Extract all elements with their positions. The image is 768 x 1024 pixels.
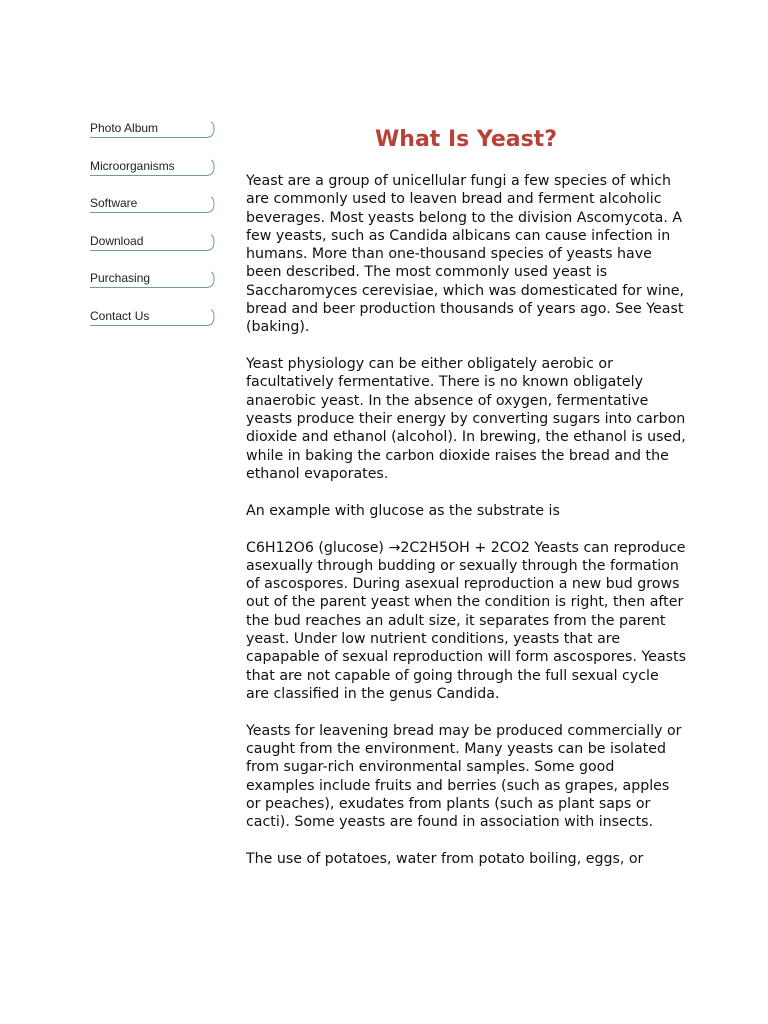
nav-link-label: Contact Us bbox=[90, 308, 150, 323]
nav-underline-curve bbox=[90, 305, 216, 327]
article-paragraph: Yeasts for leavening bread may be produced commercially or caught from the environment. Many yeasts can be isolated from sugar-rich environmental samples. Some good examples include fruits and berries (such as grapes, apples or peaches), exudates from plants (such as plant saps or cacti). Some yeasts are found in association with insects. bbox=[246, 722, 682, 831]
nav-link-label: Photo Album bbox=[90, 121, 159, 135]
nav-link-label: Microorganisms bbox=[90, 158, 175, 173]
nav-link-contact-us[interactable] bbox=[90, 305, 216, 325]
sidebar-nav bbox=[90, 117, 216, 343]
nav-underline-curve bbox=[90, 230, 216, 252]
nav-link-label: Purchasing bbox=[90, 271, 151, 286]
nav-underline-curve bbox=[90, 267, 216, 289]
nav-link-software[interactable] bbox=[90, 192, 216, 212]
nav-link-download[interactable] bbox=[90, 230, 216, 250]
nav-link-photo-album[interactable] bbox=[90, 117, 216, 137]
article-paragraph: C6H12O6 (glucose) →2C2H5OH + 2CO2 Yeasts can reproduce asexually through budding or sexually through the formation of ascospores. During asexual reproduction a new bud grows out of the parent yeast when the condition is right, then after the bud reaches an adult size, it separates from the parent yeast. Under low nutrient conditions, yeasts that are capapable of sexual reproduction will form ascospores. Yeasts that are not capable of going through the full sexual cycle are classified in the genus Candida. bbox=[246, 539, 686, 702]
article-paragraph: Yeast physiology can be either obligately aerobic or facultatively fermentative. There is no known obligately anaerobic yeast. In the absence of oxygen, fermentative yeasts produce their energy by converting sugars into carbon dioxide and ethanol (alcohol). In brewing, the ethanol is used, while in baking the carbon dioxide raises the bread and the ethanol evaporates. bbox=[246, 356, 686, 482]
article-paragraph: An example with glucose as the substrate is bbox=[246, 502, 560, 519]
nav-link-label: Software bbox=[90, 196, 138, 211]
nav-link-purchasing[interactable] bbox=[90, 267, 216, 287]
nav-link-label: Download bbox=[90, 233, 144, 248]
nav-underline-curve bbox=[90, 117, 216, 139]
nav-link-microorganisms[interactable] bbox=[90, 155, 216, 175]
nav-underline-curve bbox=[90, 192, 216, 214]
nav-underline-curve bbox=[90, 155, 216, 177]
article-paragraph: The use of potatoes, water from potato boiling, eggs, or bbox=[246, 851, 644, 867]
article-content bbox=[246, 126, 686, 887]
article-paragraph: Yeast are a group of unicellular fungi a few species of which are commonly used to leaven bread and ferment alcoholic beverages. Most yeasts belong to the division Ascomycota. A few yeasts, such as Candida albicans can cause infection in humans. More than one-thousand species of yeasts have been described. The most commonly used yeast is Saccharomyces cerevisiae, which was domesticated for wine, bread and beer production thousands of years ago. See Yeast (baking). bbox=[246, 173, 684, 336]
page-title: What Is Yeast? bbox=[375, 127, 557, 152]
